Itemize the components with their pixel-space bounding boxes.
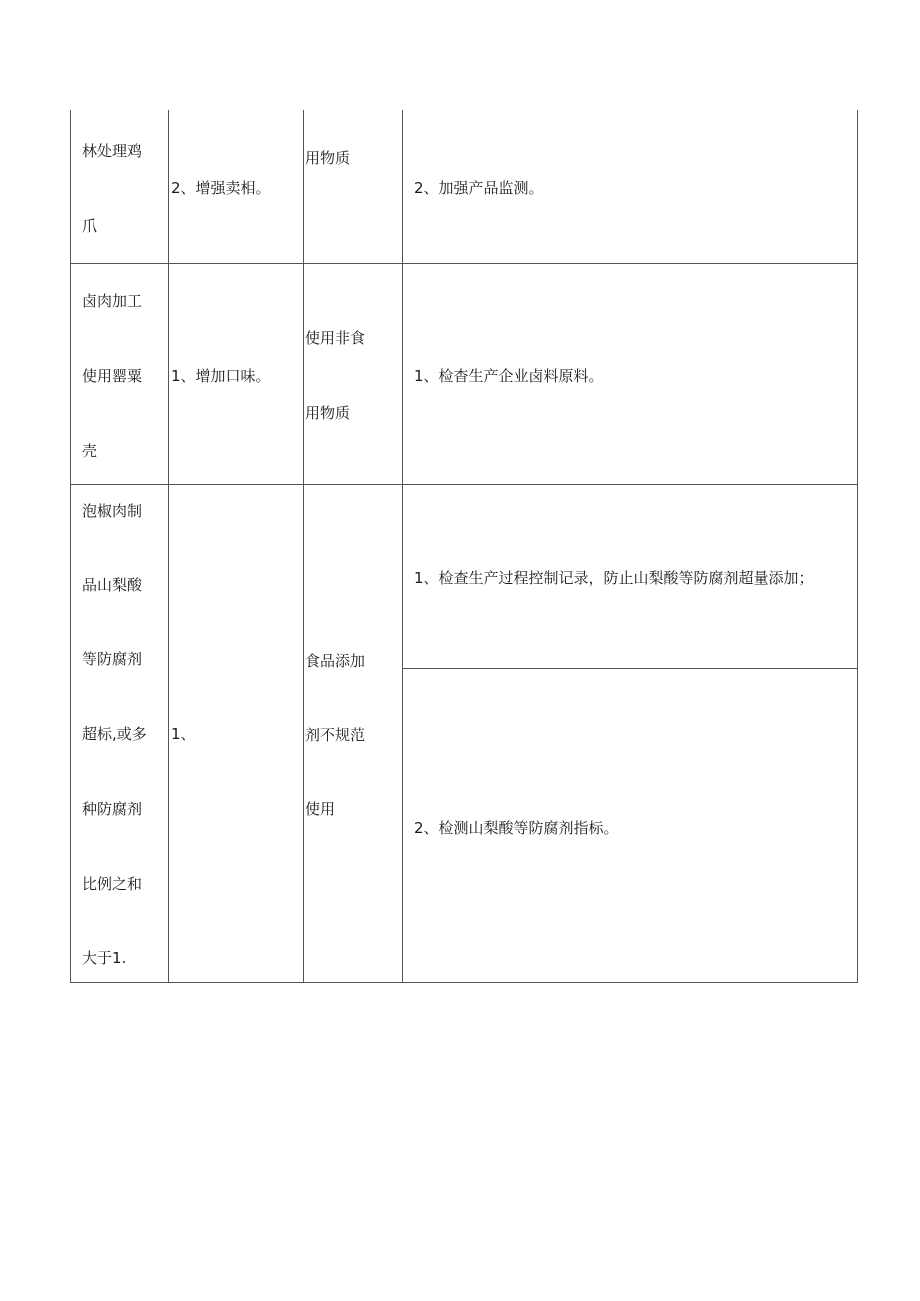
table-border-left (70, 110, 71, 983)
measure-text: 1、检杳生产企业卤料原料。 (414, 367, 604, 385)
column-divider-1 (168, 110, 169, 983)
hazard-text-line: 爪 (82, 217, 98, 235)
cause-text: 1、增加口味。 (171, 367, 271, 385)
hazard-text-line: 卤肉加工 (82, 292, 143, 310)
hazard-text-line: 比例之和 (82, 875, 143, 893)
category-text-line: 用物质 (305, 149, 351, 167)
column-divider-2 (303, 110, 304, 983)
category-text-line: 用物质 (305, 404, 351, 422)
table-border-right (857, 110, 858, 983)
row-divider-1 (70, 263, 858, 264)
hazard-text-line: 超标,或多 (82, 725, 147, 743)
hazard-text-line: 林处理鸡 (82, 142, 143, 160)
category-text-line: 剂不规范 (305, 726, 366, 744)
row-divider-2 (70, 484, 858, 485)
measure-text: 2、检测山梨酸等防腐剂指标。 (414, 819, 619, 837)
category-text-line: 使用 (305, 800, 336, 818)
measure-divider (402, 668, 858, 669)
hazard-text-line: 使用罂粟 (82, 367, 143, 385)
hazard-text-line: 等防腐剂 (82, 650, 143, 668)
cause-text: 2、增强卖相。 (171, 179, 271, 197)
measure-text: 1、检查生产过程控制记录，防止山梨酸等防腐剂超量添加； (414, 569, 814, 587)
category-text-line: 使用非食 (305, 329, 366, 347)
hazard-text-line: 壳 (82, 442, 98, 460)
hazard-control-table (70, 110, 858, 983)
hazard-text-line: 泡椒肉制 (82, 502, 143, 520)
column-divider-3 (402, 110, 403, 983)
hazard-text-line: 种防腐剂 (82, 800, 143, 818)
cause-text: 1、 (171, 725, 196, 743)
hazard-text-line: 大于1. (82, 949, 127, 967)
table-border-bottom (70, 982, 858, 983)
hazard-text-line: 品山梨酸 (82, 576, 143, 594)
measure-text: 2、加强产品监测。 (414, 179, 544, 197)
category-text-line: 食品添加 (305, 652, 366, 670)
